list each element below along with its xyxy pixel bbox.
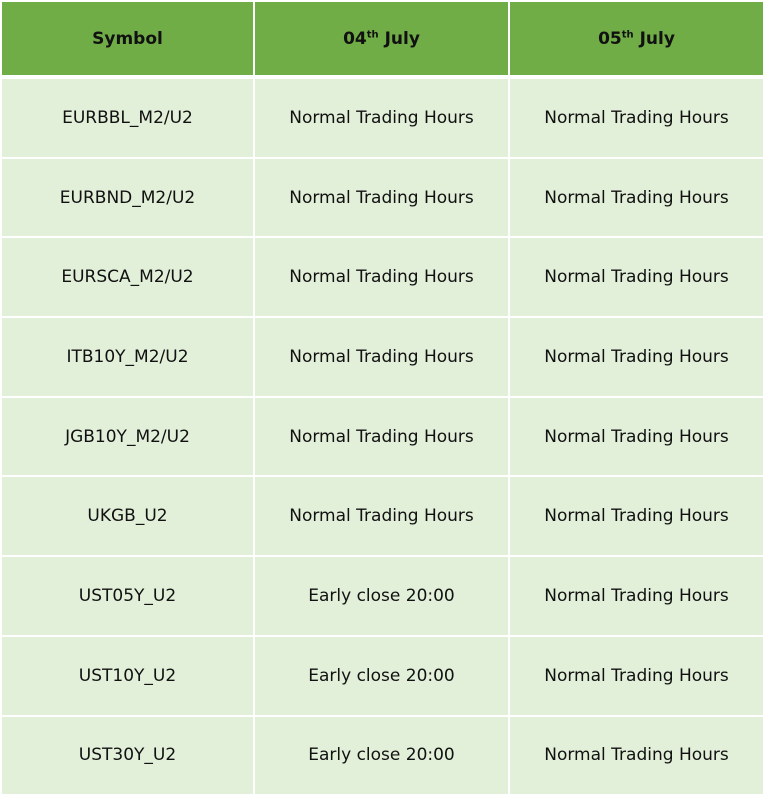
cell-date-2-status: Normal Trading Hours	[510, 318, 765, 398]
header-row	[0, 0, 765, 79]
cell-date-2-status: Normal Trading Hours	[510, 398, 765, 478]
table-row	[0, 238, 765, 318]
header-symbol	[0, 0, 255, 79]
cell-date-1-status: Normal Trading Hours	[255, 159, 510, 239]
header-date-2-month: July	[633, 28, 675, 49]
header-date-1-month: July	[378, 28, 420, 49]
cell-date-1-status: Early close 20:00	[255, 637, 510, 717]
cell-date-2-status: Normal Trading Hours	[510, 637, 765, 717]
cell-date-1-status: Normal Trading Hours	[255, 477, 510, 557]
table-row	[0, 318, 765, 398]
table-row	[0, 637, 765, 717]
cell-date-2-status: Normal Trading Hours	[510, 717, 765, 797]
cell-date-1-status: Normal Trading Hours	[255, 398, 510, 478]
header-date-1-day: 04	[343, 28, 367, 49]
cell-date-1-status: Normal Trading Hours	[255, 318, 510, 398]
table-row	[0, 79, 765, 159]
cell-symbol: EURSCA_M2/U2	[0, 238, 255, 318]
table-row	[0, 717, 765, 797]
cell-symbol: UST05Y_U2	[0, 557, 255, 637]
header-date-2-suffix: th	[621, 28, 634, 40]
cell-symbol: UKGB_U2	[0, 477, 255, 557]
cell-date-1-status: Early close 20:00	[255, 717, 510, 797]
header-date-1	[255, 0, 510, 79]
header-date-2	[510, 0, 765, 79]
cell-date-1-status: Normal Trading Hours	[255, 238, 510, 318]
header-date-1-suffix: th	[366, 28, 379, 40]
header-date-2-day: 05	[598, 28, 622, 49]
cell-symbol: EURBBL_M2/U2	[0, 79, 255, 159]
table-row	[0, 398, 765, 478]
cell-date-2-status: Normal Trading Hours	[510, 238, 765, 318]
cell-symbol: UST10Y_U2	[0, 637, 255, 717]
table-row	[0, 159, 765, 239]
table-row	[0, 477, 765, 557]
cell-date-2-status: Normal Trading Hours	[510, 557, 765, 637]
cell-symbol: ITB10Y_M2/U2	[0, 318, 255, 398]
cell-symbol: EURBND_M2/U2	[0, 159, 255, 239]
cell-date-1-status: Early close 20:00	[255, 557, 510, 637]
table-header	[0, 0, 765, 79]
cell-date-1-status: Normal Trading Hours	[255, 79, 510, 159]
cell-date-2-status: Normal Trading Hours	[510, 477, 765, 557]
cell-date-2-status: Normal Trading Hours	[510, 159, 765, 239]
cell-symbol: JGB10Y_M2/U2	[0, 398, 255, 478]
table-body	[0, 79, 765, 796]
table-row	[0, 557, 765, 637]
cell-symbol: UST30Y_U2	[0, 717, 255, 797]
cell-date-2-status: Normal Trading Hours	[510, 79, 765, 159]
header-symbol-label: Symbol	[92, 28, 163, 49]
